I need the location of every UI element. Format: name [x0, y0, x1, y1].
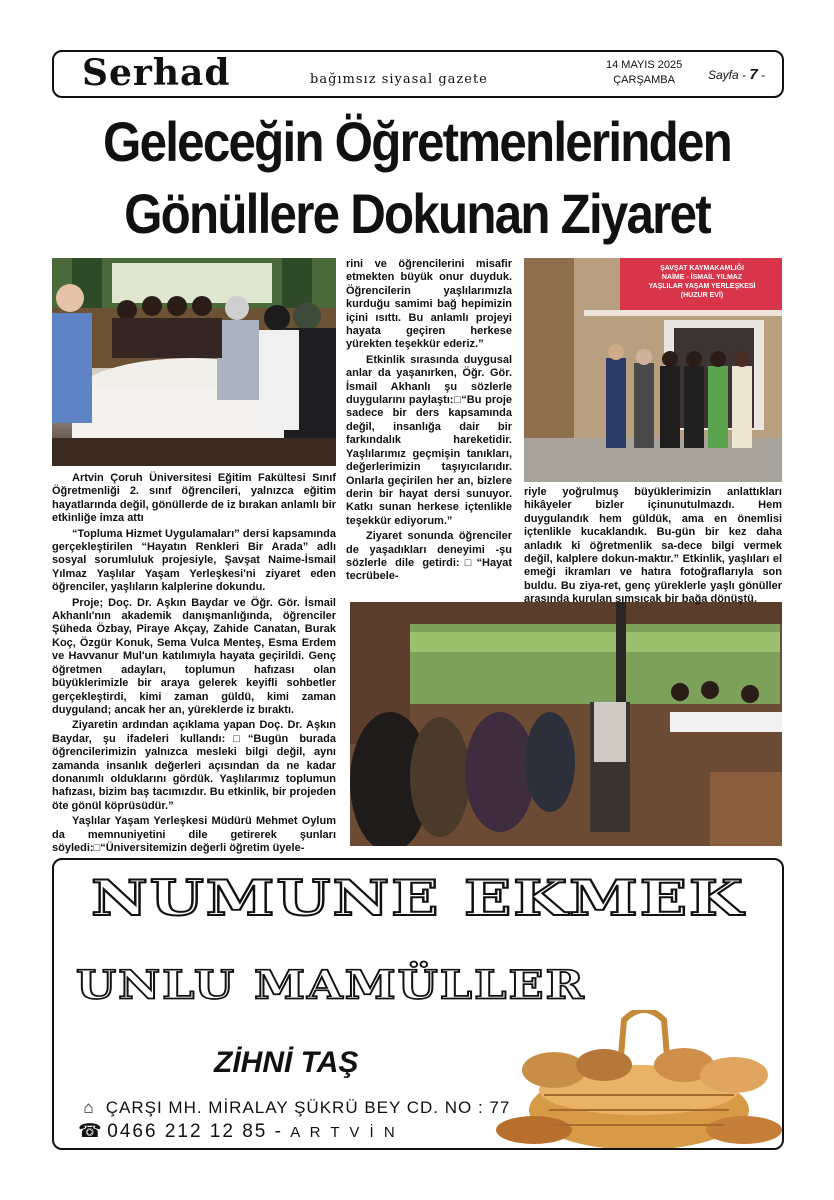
article-paragraph: “Topluma Hizmet Uygulamaları” dersi kapsamında gerçekleştirilen “Hayatın Renkleri Bir Arada” adlı sosyal sorumluluk projesiyle, Şavşat Naime-İsmail Yılmaz Yaşlılar Yaşam Yerleşkesi'ni ziyaret eden öğrenciler, yaşlıların kalplerine dokundu.	[52, 527, 336, 594]
headline-line-1: Geleceğin Öğretmenlerinden	[103, 110, 731, 173]
masthead	[52, 50, 784, 98]
article-paragraph: Proje; Doç. Dr. Aşkın Baydar ve Öğr. Gör. İsmail Akhanlı'nın akademik danışmanlığında, öğrenciler Şüheda Özbay, Piraye Akçay, Zahide Canatan, Burak Koç, Özgür Konuk, Sema Vulca Menteş, Esma Erdem ve Havvanur Mul'un katılımıyla hayata geçirildi. Genç öğretmen adayları, toplumun hafızası olan büyüklerimizle bir araya gelerek keyifli sohbetler gerçekleştirdi, kimi zaman güldü, kimi zaman duyguland; ancak her an, yüreklerde iz bıraktı.	[52, 596, 336, 716]
article-column-1	[52, 472, 336, 857]
article-paragraph: riyle yoğrulmuş büyüklerimizin anlattıkları hikâyeler bizler içinunutulmazdı. Hem duygulandık hem güldük, ama en önemlisi içtenlikle kucaklandık. Bu-gün bir kez daha anladık ki öğretmenlik sa-dece bilgi vermek değil, kalplere dokun-maktır.” Etkinlik, yaşlıları el emeği ikramları ve hatıra fotoğraflarıyla son buldu. Bu ziya-ret, genç yüreklerle yaşlı gönüller arasında kurulan sımsıcak bir bağa dönüştü.	[524, 486, 782, 606]
article-column-2	[346, 258, 512, 586]
newspaper-page	[52, 50, 782, 1150]
building-sign-line-2: NAİME - İSMAİL YILMAZ	[661, 274, 743, 281]
page-label: Sayfa -	[708, 68, 747, 82]
article-paragraph: Ziyaretin ardından açıklama yapan Doç. Dr. Aşkın Baydar, şu ifadeleri kullandı:□“Bugün burada öğrencilerimizin yalnızca mesleki bilgi değil, aynı zamanda insanlık değerleri açısından da ne kadar donanımlı olduklarını gördük. Yaşlılarımız toplumun hafızası, bizim baş tacımızdır. Bu etkinlik, bir projeden öte gönül köprüsüdür.”	[52, 719, 336, 812]
article-paragraph: Yaşlılar Yaşam Yerleşkesi Müdürü Mehmet Oylum da memnuniyetini dile getirerek şunları söyledi:□“Üniversitemizin değerli öğretim üyele-	[52, 815, 336, 854]
article-paragraph: Etkinlik sırasında duygusal anlar da yaşanırken, Öğr. Gör. İsmail Akhanlı şu sözlerle duygularını paylaştı:□“Bu proje sadece bir ders kapsamında değil, insanlığa dair bir farkındalık hareketidir. Yaşlılarımız geçmişin tanıkları, değerlerimizin taşıyıcılarıdır. Onlarla geçirilen her an, bizlere derin bir hayat dersi sunuyor. Katkı sunan herkese içtenlikle teşekkür ediyorum.”	[346, 353, 512, 527]
page-number	[708, 66, 765, 83]
page-number-value: 7	[749, 66, 758, 83]
building-sign	[624, 264, 780, 300]
ad-title: NUMUNE EKMEK	[91, 870, 745, 927]
issue-date	[606, 58, 682, 88]
photo-dining-group-illustration	[52, 258, 336, 466]
ad-address	[78, 1098, 510, 1118]
article-column-3	[524, 486, 782, 609]
photo-entrance-group	[524, 258, 782, 482]
issue-day-text: ÇARŞAMBA	[613, 74, 675, 86]
building-sign-line-3: YAŞLILAR YAŞAM YERLEŞKESİ	[648, 283, 756, 290]
article-paragraph: rini ve öğrencilerini misafir etmekten büyük onur duyduk. Öğrencilerin yaşlılarımızla kurduğu samimi bağ hepimizin içini ısıttı. Bu anlamlı projeyi hayata geçiren herkese yürekten teşekkür ederiz.”	[346, 258, 512, 351]
issue-date-text: 14 MAYIS 2025	[606, 59, 683, 71]
ad-address-text: ÇARŞI MH. MİRALAY ŞÜKRÜ BEY CD. NO : 77	[105, 1098, 511, 1117]
building-sign-line-4: (HUZUR EVİ)	[680, 292, 724, 299]
home-icon: ⌂	[83, 1098, 95, 1117]
headline-line-2: Gönüllere Dokunan Ziyaret	[124, 182, 710, 245]
newspaper-name: Serhad	[82, 52, 231, 94]
newspaper-tagline: bağımsız siyasal gazete	[310, 72, 488, 87]
article-paragraph: Ziyaret sonunda öğrenciler de yaşadıkları deneyimi -şu sözlerle dile getirdi:□“Hayat tecrübele-	[346, 530, 512, 583]
page-suffix: -	[761, 68, 766, 82]
building-sign-line-1: ŞAVŞAT KAYMAKAMLIĞI	[660, 265, 744, 272]
ad-phone	[78, 1120, 398, 1143]
bakery-advertisement	[52, 858, 784, 1150]
photo-visit-illustration	[350, 602, 782, 846]
headline	[96, 106, 738, 250]
bread-basket-icon	[494, 1010, 784, 1150]
photo-dining-group	[52, 258, 336, 466]
ad-owner: ZİHNİ TAŞ	[214, 1046, 359, 1079]
ad-phone-number: 0466 212 12 85 -	[107, 1121, 283, 1142]
phone-icon: ☎	[78, 1121, 104, 1142]
ad-subtitle: UNLU MAMÜLLER	[76, 962, 586, 1008]
ad-city: A R T V İ N	[290, 1124, 398, 1141]
article-paragraph: Artvin Çoruh Üniversitesi Eğitim Fakültesi Sınıf Öğretmenliği 2. sınıf öğrencileri, yalnızca eğitim hayatlarında değil, gönüllerde de iz bırakan anlamlı bir etkinliğe imza attı	[52, 472, 336, 525]
photo-visit-stove	[350, 602, 782, 846]
